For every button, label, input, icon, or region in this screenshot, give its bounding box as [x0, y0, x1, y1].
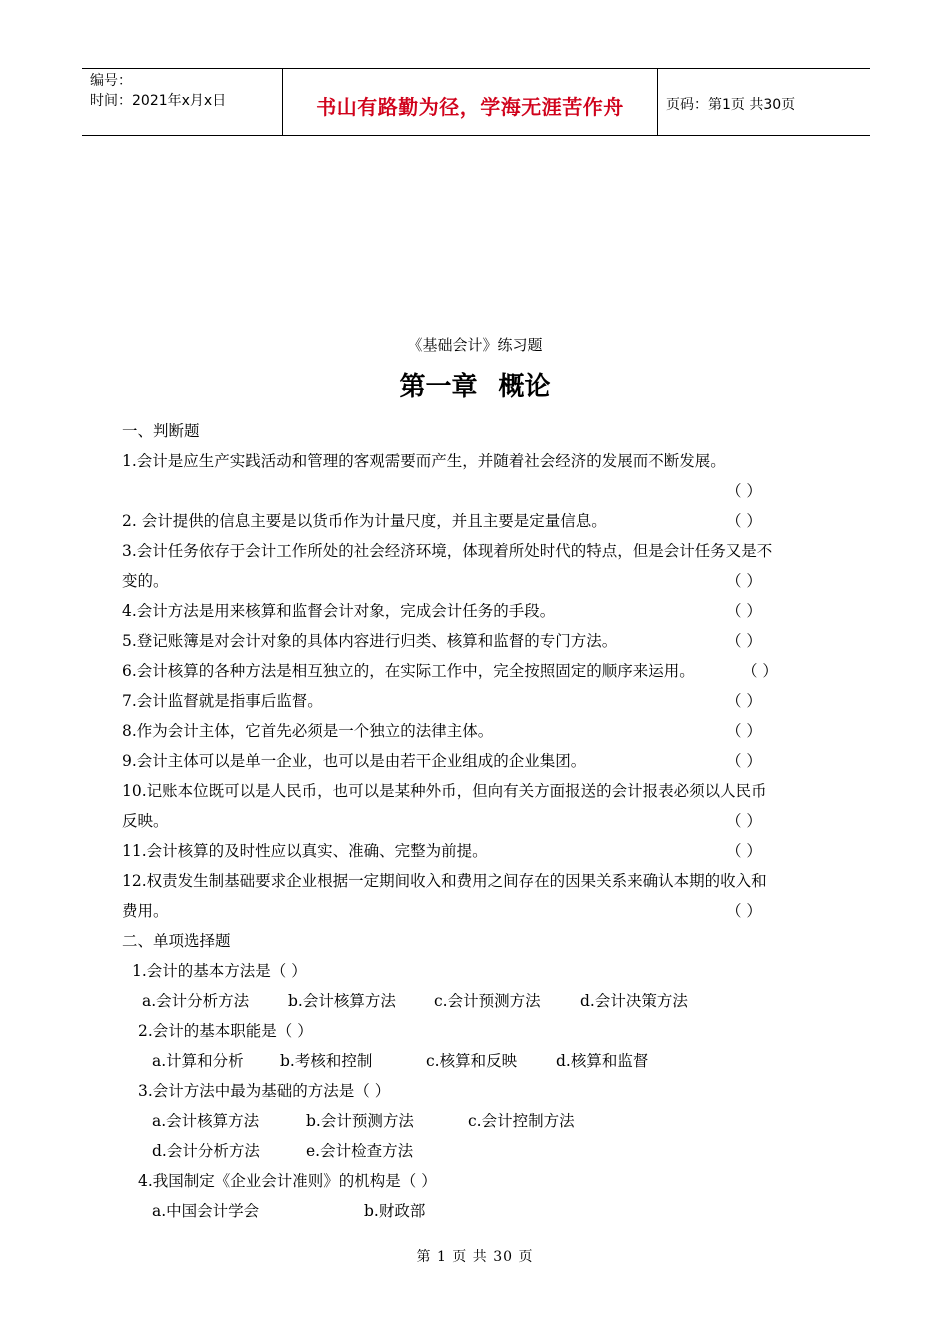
judgment-q12-line1: 12.权责发生制基础要求企业根据一定期间收入和费用之间存在的因果关系来确认本期的收入和: [122, 872, 767, 890]
answer-paren: （ ）: [726, 902, 762, 920]
page-info-text: 页码：第1页 共30页: [666, 97, 796, 113]
header-motto-cell: [282, 69, 658, 135]
judgment-q2: [122, 506, 832, 536]
judgment-q10-line2: [122, 806, 832, 836]
judgment-q6-text: 6.会计核算的各种方法是相互独立的，在实际工作中，完全按照固定的顺序来运用。: [122, 662, 695, 680]
answer-paren: （ ）: [726, 722, 762, 740]
answer-paren: （ ）: [742, 662, 778, 680]
judgment-q1-answer-line: [122, 476, 832, 506]
judgment-q3-line1: 3.会计任务依存于会计工作所处的社会经济环境，体现着所处时代的特点，但是会计任务又是不: [122, 542, 773, 560]
answer-paren: （ ）: [726, 632, 762, 650]
option-d: d.核算和监督: [556, 1052, 649, 1070]
choice-q2-options: [122, 1046, 832, 1076]
choice-q4: 4.我国制定《企业会计准则》的机构是（ ）: [138, 1172, 437, 1190]
document-title: 《基础会计》练习题: [407, 336, 543, 354]
choice-q3-options-row2: [122, 1136, 832, 1166]
judgment-q1: 1.会计是应生产实践活动和管理的客观需要而产生，并随着社会经济的发展而不断发展。: [122, 452, 726, 470]
judgment-q6: [122, 656, 832, 686]
choice-q4-options: [122, 1196, 832, 1226]
judgment-q2-text: 2. 会计提供的信息主要是以货币作为计量尺度，并且主要是定量信息。: [122, 512, 607, 530]
judgment-q3-text: 变的。: [122, 572, 169, 590]
header-page-info: [658, 69, 870, 135]
option-b: b.财政部: [364, 1202, 426, 1220]
answer-paren: （ ）: [726, 602, 762, 620]
choice-q3-options-row1: [122, 1106, 832, 1136]
motto-text: 书山有路勤为径，学海无涯苦作舟: [316, 94, 624, 119]
option-a: a.会计核算方法: [152, 1112, 260, 1130]
page-footer: 第 1 页 共 30 页: [416, 1249, 534, 1265]
option-a: a.计算和分析: [152, 1052, 244, 1070]
option-e: e.会计检查方法: [306, 1142, 414, 1160]
choice-q3: 3.会计方法中最为基础的方法是（ ）: [138, 1082, 391, 1100]
judgment-q7: [122, 686, 832, 716]
option-b: b.考核和控制: [280, 1052, 373, 1070]
judgment-q8-text: 8.作为会计主体，它首先必须是一个独立的法律主体。: [122, 722, 494, 740]
answer-paren: （ ）: [726, 692, 762, 710]
option-b: b.会计预测方法: [306, 1112, 414, 1130]
answer-paren: （ ）: [726, 512, 762, 530]
judgment-q5: [122, 626, 832, 656]
option-d: d.会计分析方法: [152, 1142, 260, 1160]
option-a: a.中国会计学会: [152, 1202, 260, 1220]
judgment-q8: [122, 716, 832, 746]
judgment-q11-text: 11.会计核算的及时性应以真实、准确、完整为前提。: [122, 842, 488, 860]
answer-paren: （ ）: [726, 482, 762, 500]
judgment-q10-text: 反映。: [122, 812, 169, 830]
answer-paren: （ ）: [726, 842, 762, 860]
answer-paren: （ ）: [726, 812, 762, 830]
judgment-q5-text: 5.登记账簿是对会计对象的具体内容进行归类、核算和监督的专门方法。: [122, 632, 618, 650]
judgment-q12-text: 费用。: [122, 902, 169, 920]
judgment-q3-line2: [122, 566, 832, 596]
section-heading-judgment: 一、判断题: [122, 422, 200, 440]
judgment-q4-text: 4.会计方法是用来核算和监督会计对象，完成会计任务的手段。: [122, 602, 556, 620]
answer-paren: （ ）: [726, 572, 762, 590]
judgment-q12-line2: [122, 896, 832, 926]
page-header: [82, 68, 870, 136]
option-c: c.会计预测方法: [434, 992, 541, 1010]
option-c: c.核算和反映: [426, 1052, 518, 1070]
header-meta: [82, 69, 282, 135]
option-a: a.会计分析方法: [142, 992, 250, 1010]
judgment-q10-line1: 10.记账本位既可以是人民币，也可以是某种外币，但向有关方面报送的会计报表必须以人民币: [122, 782, 767, 800]
section-heading-choice: 二、单项选择题: [122, 932, 231, 950]
code-label: 编号：: [90, 73, 132, 89]
judgment-q9: [122, 746, 832, 776]
option-c: c.会计控制方法: [468, 1112, 575, 1130]
answer-paren: （ ）: [726, 752, 762, 770]
judgment-q7-text: 7.会计监督就是指事后监督。: [122, 692, 323, 710]
option-d: d.会计决策方法: [580, 992, 688, 1010]
choice-q1-options: [122, 986, 832, 1016]
judgment-q9-text: 9.会计主体可以是单一企业，也可以是由若干企业组成的企业集团。: [122, 752, 587, 770]
choice-q1: 1.会计的基本方法是（ ）: [132, 962, 307, 980]
option-b: b.会计核算方法: [288, 992, 396, 1010]
document-body: [122, 416, 832, 1226]
chapter-title: 第一章 概论: [399, 372, 551, 402]
judgment-q11: [122, 836, 832, 866]
judgment-q4: [122, 596, 832, 626]
choice-q2: 2.会计的基本职能是（ ）: [138, 1022, 313, 1040]
time-label: 时间：2021年x月x日: [90, 93, 227, 109]
